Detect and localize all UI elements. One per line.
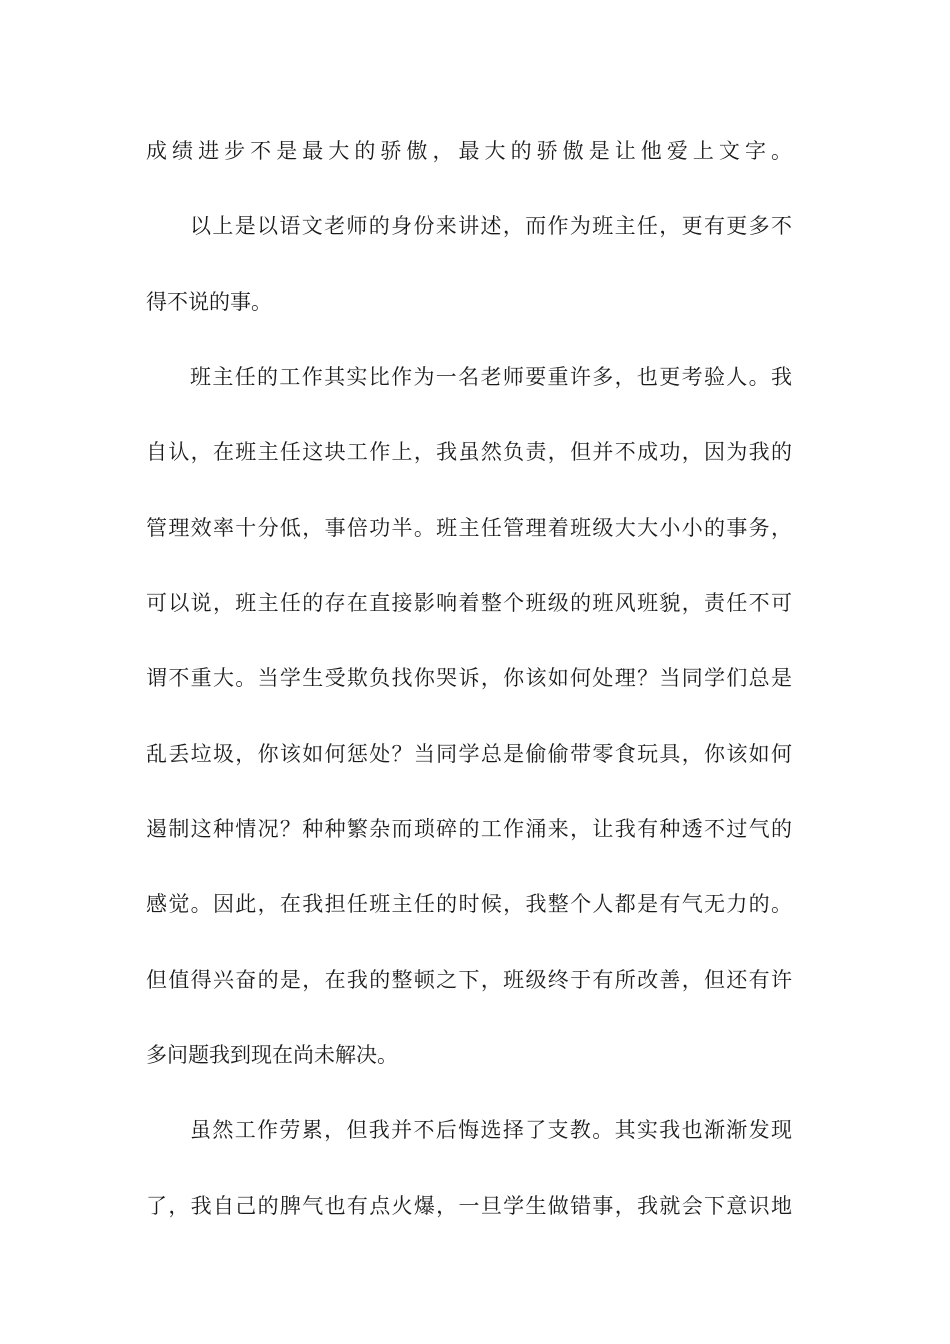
text-line: 得不说的事。 [146, 290, 272, 314]
text-line: 了，我自己的脾气也有点火爆，一旦学生做错事，我就会下意识地 [146, 1194, 792, 1218]
text-line: 谓不重大。当学生受欺负找你哭诉，你该如何处理？当同学们总是 [146, 666, 792, 690]
text-line: 管理效率十分低，事倍功半。班主任管理着班级大大小小的事务， [146, 516, 792, 540]
text-line: 乱丢垃圾，你该如何惩处？当同学总是偷偷带零食玩具，你该如何 [146, 742, 792, 766]
text-line: 可以说，班主任的存在直接影响着整个班级的班风班貌，责任不可 [146, 591, 792, 615]
text-line: 感觉。因此，在我担任班主任的时候，我整个人都是有气无力的。 [146, 892, 792, 916]
paragraph-first-line: 虽然工作劳累，但我并不后悔选择了支教。其实我也渐渐发现 [190, 1118, 792, 1142]
paragraph-first-line: 以上是以语文老师的身份来讲述，而作为班主任，更有更多不 [190, 214, 792, 238]
text-line: 多问题我到现在尚未解决。 [146, 1043, 398, 1067]
text-line: 成绩进步不是最大的骄傲，最大的骄傲是让他爱上文字。 [146, 139, 792, 163]
text-line: 遏制这种情况？种种繁杂而琐碎的工作涌来，让我有种透不过气的 [146, 817, 792, 841]
text-line: 自认，在班主任这块工作上，我虽然负责，但并不成功，因为我的 [146, 440, 792, 464]
paragraph-first-line: 班主任的工作其实比作为一名老师要重许多，也更考验人。我 [190, 365, 792, 389]
text-line: 但值得兴奋的是，在我的整顿之下，班级终于有所改善，但还有许 [146, 968, 792, 992]
